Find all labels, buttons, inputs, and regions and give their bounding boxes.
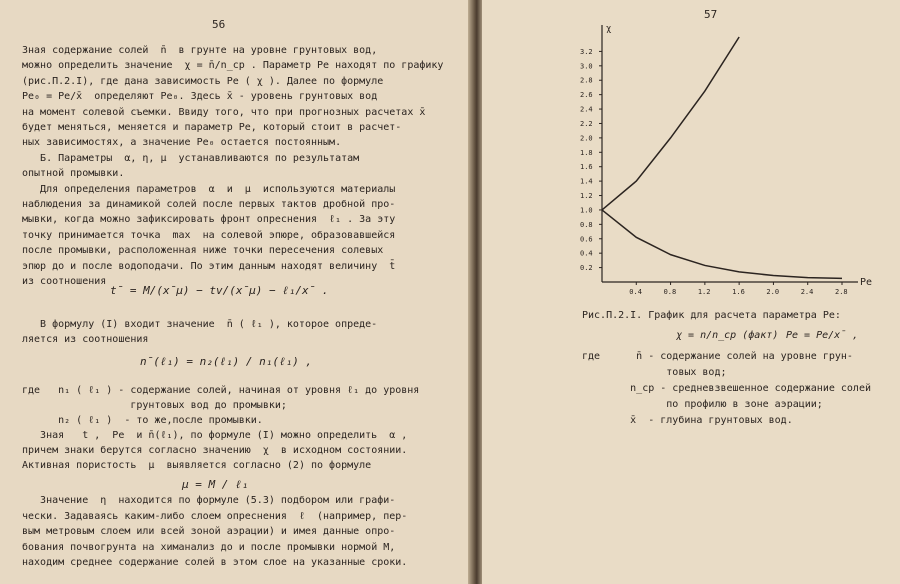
text-line: грунтовых вод до промывки;: [22, 400, 287, 411]
y-axis-label: χ: [606, 24, 612, 34]
x-tick-label: 0.4: [629, 288, 642, 296]
y-tick-label: 0.4: [580, 249, 593, 258]
text-line: чески. Задаваясь каким-либо слоем опреснения ℓ (например, пер-: [22, 510, 408, 522]
text-line: мывки, когда можно зафиксировать фронт опреснения ℓ₁ . За эту: [22, 214, 396, 226]
y-tick-label: 1.0: [580, 206, 593, 215]
formula-n: n̄(ℓ₁) = n₂(ℓ₁) / n₁(ℓ₁) ,: [140, 355, 313, 368]
x-tick-label: 2.4: [800, 288, 814, 296]
legend-line: по профилю в зоне аэрации;: [582, 399, 823, 410]
y-tick-label: 2.2: [580, 119, 593, 128]
y-tick-label: 2.0: [580, 134, 593, 143]
legend-line: товых вод;: [582, 367, 727, 378]
y-tick-label: 3.2: [580, 47, 593, 56]
text-line: можно определить значение χ = n̄/n_cp . Параметр Pe находят по графику: [22, 60, 444, 72]
y-tick-label: 1.2: [580, 192, 593, 201]
text-line: где n₁ ( ℓ₁ ) - содержание солей, начиная от уровня ℓ₁ до уровня: [22, 385, 420, 396]
y-tick-label: 0.8: [580, 220, 593, 229]
y-tick-label: 3.0: [580, 62, 593, 71]
legend-line: n_cp - средневзвешенное содержание солей: [582, 383, 871, 394]
right-page: [482, 0, 900, 584]
x-tick-label: 2.0: [766, 288, 780, 296]
text-line: будет меняться, меняется и параметр Pe, который стоит в расчет-: [22, 122, 402, 133]
text-line: находим среднее содержание солей в этом слое на указанные сроки.: [22, 557, 408, 569]
page-number: 57: [704, 8, 718, 21]
caption-formula-chi: χ = n/n_cp (факт): [676, 330, 779, 341]
text-line: ных зависимостях, а значение Pe₀ остается постоянным.: [22, 137, 342, 149]
text-line: В формулу (I) входит значение n̄ ( ℓ₁ ), которое опреде-: [22, 319, 378, 330]
y-tick-label: 1.6: [580, 163, 593, 172]
text-line: ляется из соотношения: [22, 334, 149, 345]
text-line: n₂ ( ℓ₁ ) - то же,после промывки.: [22, 415, 263, 426]
formula-mu: μ = M / ℓ₁: [182, 478, 249, 491]
text-line: после промывки, расположенная ниже точки пересечения солевых: [22, 245, 384, 257]
text-line: опытной промывки.: [22, 168, 125, 180]
page-number: 56: [212, 18, 226, 31]
text-line: Активная пористость μ выявляется согласно (2) по формуле: [22, 460, 372, 471]
y-tick-label: 2.6: [580, 91, 593, 100]
text-line: Зная содержание солей n̄ в грунте на уровне грунтовых вод,: [22, 45, 378, 56]
text-line: бования почвогрунта на химанализ до и после промывки нормой M,: [22, 541, 396, 553]
y-tick-label: 2.8: [580, 76, 593, 85]
y-tick-label: 1.4: [580, 177, 593, 186]
chart: [482, 20, 900, 330]
text-line: Значение η находится по формуле (5.3) подбором или графи-: [22, 495, 396, 506]
series-line-2: [602, 210, 842, 278]
x-tick-label: 1.2: [697, 288, 711, 296]
y-tick-label: 0.2: [580, 264, 593, 273]
x-axis-label: Pe: [860, 277, 873, 288]
series-line-1: [602, 37, 739, 210]
text-line: из соотношения: [22, 276, 107, 287]
text-line: вым метровым слоем или всей зоной аэрации) и имея данные опро-: [22, 526, 396, 538]
text-line: наблюдения за динамикой солей после первых тактов дробной про-: [22, 199, 396, 210]
y-tick-label: 2.4: [580, 105, 593, 114]
text-line: причем знаки берутся согласно значению χ в исходном состоянии.: [22, 445, 408, 456]
x-tick-label: 2.8: [835, 288, 848, 296]
x-tick-label: 0.8: [663, 288, 677, 296]
caption-formula-pe: Pe = Pe/x̄ ,: [786, 330, 859, 341]
text-line: точку принимается точка max на солевой эпюре, образовавшейся: [22, 229, 396, 241]
text-line: Для определения параметров α и μ используются материалы: [22, 183, 396, 195]
x-tick-label: 1.6: [732, 288, 745, 296]
text-line: Pe₀ = Pe/x̄ определяют Pe₀. Здесь x̄ - уровень грунтовых вод: [22, 91, 378, 103]
formula-t: t̄ = M/(x̄μ) − tv/(x̄μ) − ℓ₁/x̄ .: [110, 284, 329, 297]
y-tick-label: 0.6: [580, 235, 593, 244]
text-line: Зная t , Pe и n̄(ℓ₁), по формуле (I) можно определить α ,: [22, 430, 408, 441]
text-line: эпюр до и после водоподачи. По этим данным находят величину t̄: [22, 260, 396, 272]
legend-line: где n̄ - содержание солей на уровне грун-: [582, 351, 853, 362]
figure-caption: Рис.П.2.I. График для расчета параметра Pe:: [582, 310, 841, 321]
text-line: на момент солевой съемки. Ввиду того, что при прогнозных расчетах x̄: [22, 106, 426, 118]
y-tick-label: 1.8: [580, 148, 593, 157]
legend-line: x̄ - глубина грунтовых вод.: [582, 415, 793, 426]
text-line: Б. Параметры α, η, μ устанавливаются по результатам: [22, 152, 360, 164]
text-line: (рис.П.2.I), где дана зависимость Pe ( χ ). Далее по формуле: [22, 75, 384, 87]
